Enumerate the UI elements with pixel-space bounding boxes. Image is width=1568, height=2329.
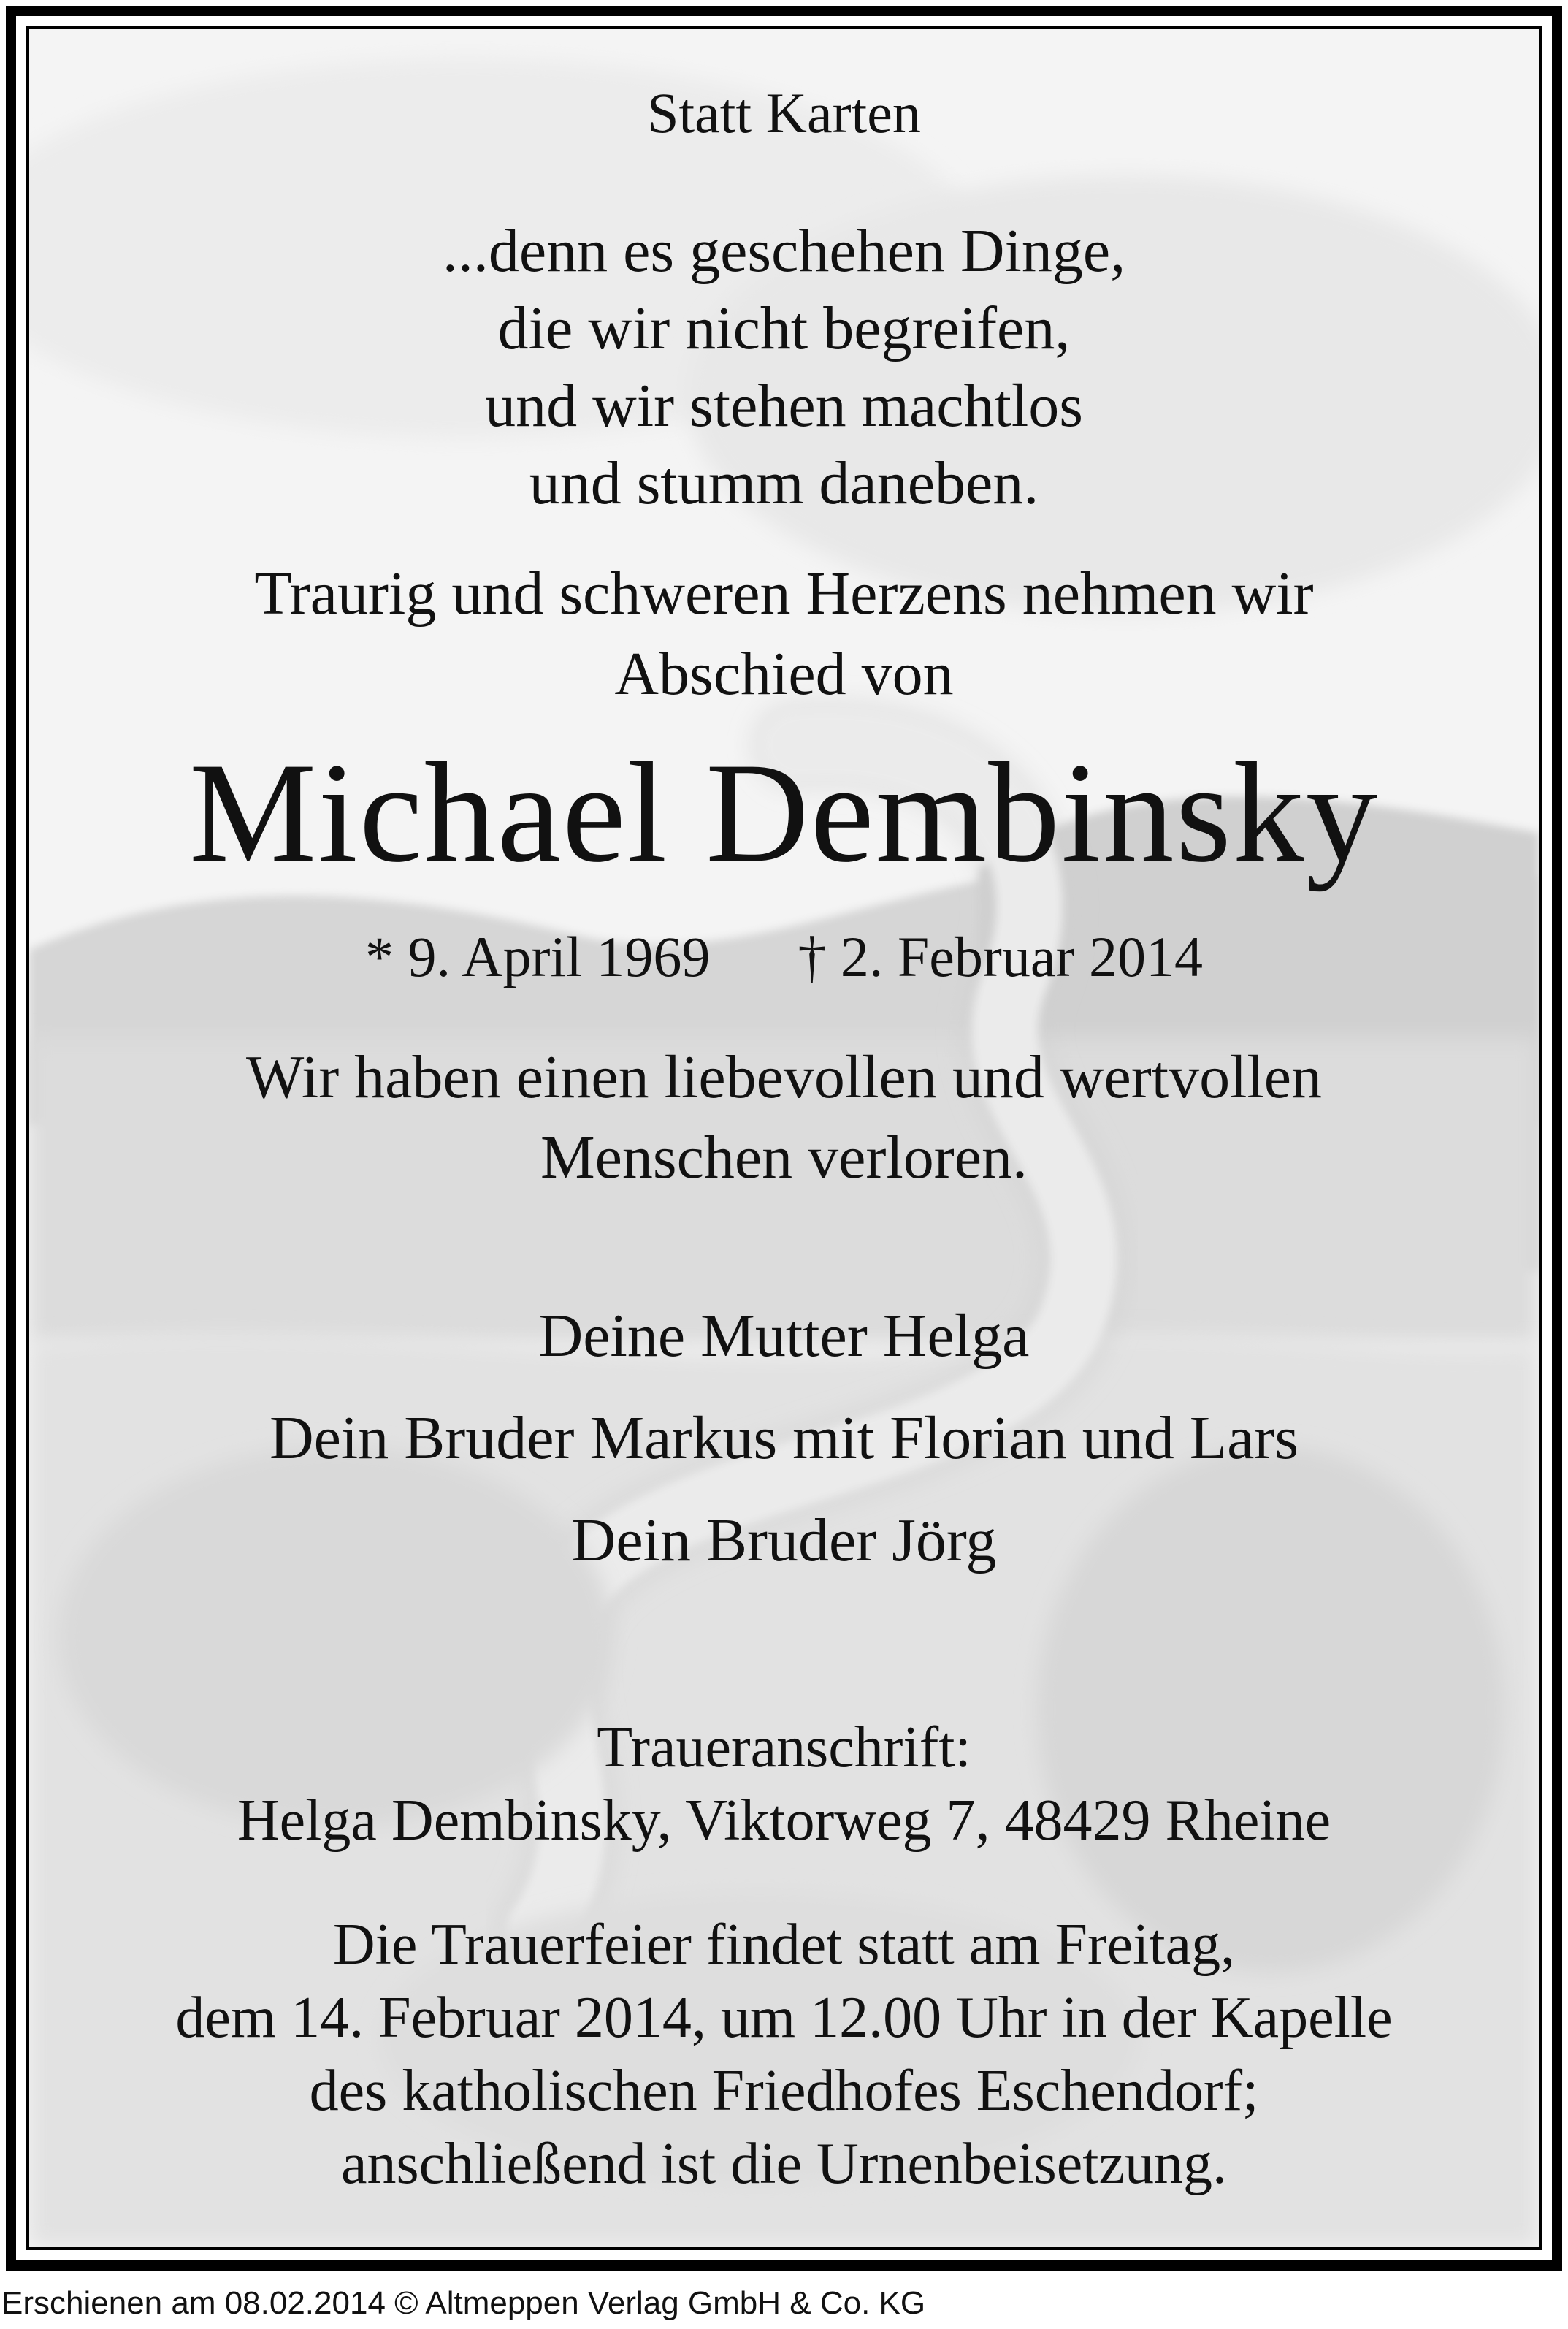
tribute-line: Wir haben einen liebevollen und wertvollen [245, 1043, 1323, 1111]
verse-line: und wir stehen machtlos [485, 372, 1083, 440]
verse-line: ...denn es geschehen Dinge, [442, 217, 1126, 285]
death-date: † 2. Februar 2014 [798, 925, 1203, 988]
ceremony-line: Die Trauerfeier findet statt am Freitag, [332, 1913, 1236, 1977]
ceremony-line: dem 14. Februar 2014, um 12.00 Uhr in der Kapelle [175, 1986, 1393, 2050]
intro-line: Traurig und schweren Herzens nehmen wir [254, 560, 1314, 628]
family-member: Dein Bruder Markus mit Florian und Lars [269, 1404, 1299, 1472]
birth-date: * 9. April 1969 [365, 925, 711, 988]
header-text: Statt Karten [647, 81, 921, 145]
intro-line: Abschied von [614, 640, 954, 708]
ceremony-line: des katholischen Friedhofes Eschendorf; [309, 2059, 1259, 2123]
mourning-address: Helga Dembinsky, Viktorweg 7, 48429 Rheine [237, 1788, 1331, 1853]
family-member: Deine Mutter Helga [538, 1302, 1030, 1370]
life-dates [29, 924, 1539, 990]
ceremony-line: anschließend ist die Urnenbeisetzung. [341, 2132, 1227, 2196]
obituary-inner-border [26, 26, 1542, 2250]
obituary-frame [6, 6, 1562, 2271]
address-label: Traueranschrift: [597, 1715, 971, 1780]
obituary-text-block [29, 29, 1539, 2247]
verse-line: die wir nicht begreifen, [497, 294, 1071, 362]
family-member: Dein Bruder Jörg [571, 1506, 997, 1574]
publication-footer: Erschienen am 08.02.2014 © Altmeppen Verlag GmbH & Co. KG [1, 2285, 926, 2321]
tribute-line: Menschen verloren. [540, 1124, 1028, 1192]
verse-line: und stumm daneben. [529, 449, 1039, 517]
deceased-name: Michael Dembinsky [189, 733, 1379, 892]
